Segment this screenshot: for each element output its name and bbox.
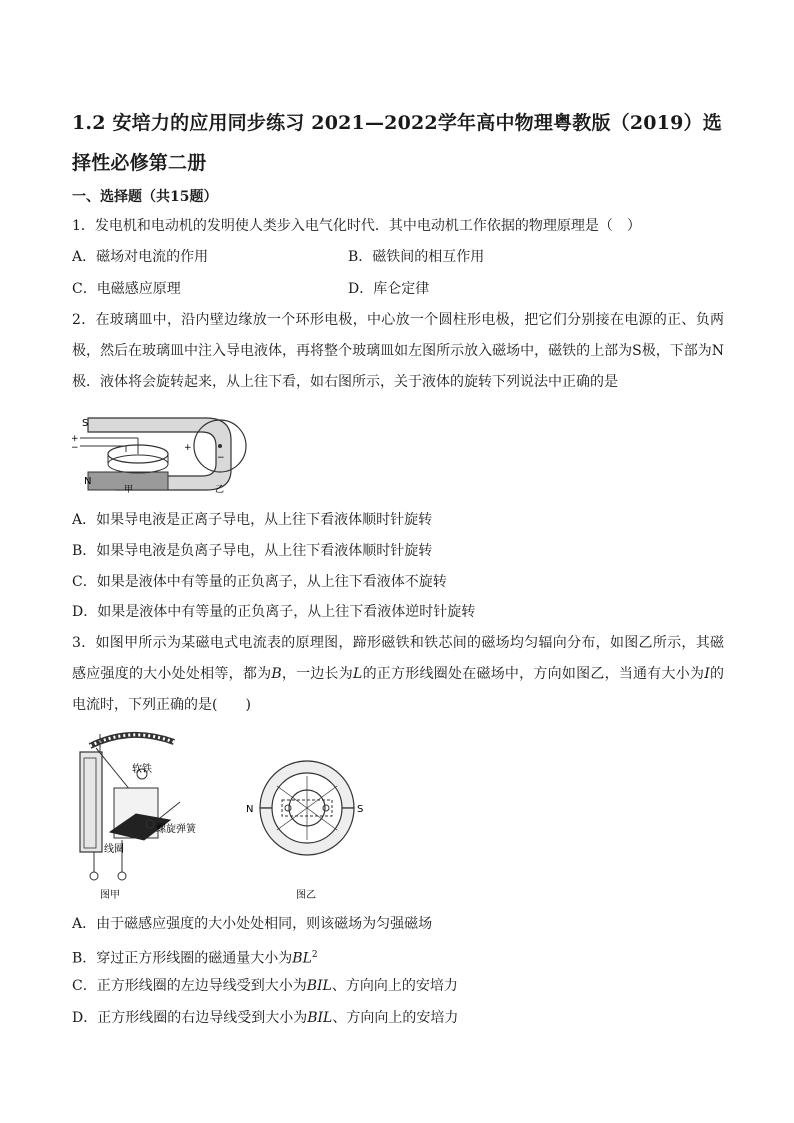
question-3-stem-part-4: 的电流时，下列正确的是( ) — [72, 666, 725, 713]
question-3-option-c[interactable] — [72, 976, 722, 996]
question-3-option-a[interactable]: A．由于磁感应强度的大小处处相同，则该磁场为匀强磁场 — [72, 916, 433, 932]
question-3-figure — [70, 722, 370, 906]
question-3-stem-part-2: ，一边长为 — [281, 666, 354, 682]
top-view-minus-label: − — [217, 453, 225, 463]
option-d-expression: BIL — [307, 1010, 333, 1026]
pole-n-label: N — [246, 804, 254, 815]
question-1-option-b[interactable]: B．磁铁间的相互作用 — [348, 249, 485, 265]
option-b-expression: BL — [292, 950, 312, 967]
question-2-option-d[interactable]: D．如果是液体中有等量的正负离子，从上往下看液体逆时针旋转 — [72, 604, 476, 620]
question-1-option-c[interactable]: C．电磁感应原理 — [72, 281, 181, 297]
spring-label: 螺旋弹簧 — [156, 824, 196, 835]
top-view-plus-label: + — [184, 443, 192, 453]
pole-s-label: S — [82, 418, 89, 429]
figure-jia-label: 甲 — [124, 485, 134, 495]
question-3-option-d[interactable] — [72, 1008, 722, 1028]
question-1-option-d[interactable]: D．库仑定律 — [348, 281, 430, 297]
option-d-tail: 、方向向上的安培力 — [332, 1010, 459, 1026]
terminal-plus-label: + — [71, 434, 79, 444]
terminal-minus-label: − — [71, 443, 79, 453]
question-3-stem-part-1: 3．如图甲所示为某磁电式电流表的原理图，蹄形磁铁和铁芯间的磁场均匀辐向分布，如图乙所示，其磁感应强度的大小处处相等，都为 — [72, 635, 724, 682]
soft-iron-label: 软铁 — [132, 764, 152, 775]
document-title: 1.2 安培力的应用同步练习 2021—2022学年高中物理粤教版（2019）选择性必修第二册 — [72, 112, 722, 174]
figure-yi-caption: 图乙 — [296, 890, 316, 901]
section-heading: 一、选择题（共15题） — [72, 189, 218, 205]
pole-s-label: S — [357, 804, 364, 815]
question-2-stem: 2．在玻璃皿中，沿内壁边缘放一个环形电极，中心放一个圆柱形电极，把它们分别接在电源的正、负两极，然后在玻璃皿中注入导电液体，再将整个玻璃皿如左图所示放入磁场中，磁铁的上部为S极，下部为N极．液体将会旋转起来，从上往下看，如右图所示，关于液体的旋转下列说法中正确的是 — [72, 312, 724, 390]
option-b-text: B．穿过正方形线圈的磁通量大小为 — [72, 950, 293, 967]
question-2-figure — [66, 410, 266, 496]
question-2-option-b[interactable]: B．如果导电液是负离子导电，从上往下看液体顺时针旋转 — [72, 543, 433, 559]
question-2-option-c[interactable]: C．如果是液体中有等量的正负离子，从上往下看液体不旋转 — [72, 574, 447, 590]
question-3-stem-part-3: 的正方形线圈处在磁场中，方向如图乙，当通有大小为 — [362, 666, 705, 682]
pole-n-label: N — [84, 476, 92, 487]
option-c-expression: BIL — [306, 978, 332, 994]
figure-yi-label: 乙 — [215, 485, 225, 495]
variable-i: I — [704, 666, 710, 682]
variable-b: B — [271, 666, 282, 682]
variable-l: L — [353, 666, 363, 682]
option-d-text: D．正方形线圈的右边导线受到大小为 — [72, 1010, 308, 1026]
figure-jia-caption: 图甲 — [100, 890, 120, 901]
option-b-exponent: 2 — [311, 950, 318, 960]
question-1-stem: 1．发电机和电动机的发明使人类步入电气化时代．其中电动机工作依据的物理原理是（ ） — [72, 218, 641, 234]
coil-label: 线圈 — [104, 844, 124, 855]
question-3-stem — [72, 628, 724, 721]
magnet-diagram — [80, 418, 231, 490]
question-2-option-a[interactable]: A．如果导电液是正离子导电，从上往下看液体顺时针旋转 — [72, 512, 433, 528]
question-3-option-b[interactable] — [72, 945, 722, 969]
option-c-tail: 、方向向上的安培力 — [331, 978, 458, 994]
radial-field-diagram — [260, 761, 354, 855]
galvanometer-diagram — [80, 734, 180, 880]
option-c-text: C．正方形线圈的左边导线受到大小为 — [72, 978, 307, 994]
question-1-option-a[interactable]: A．磁场对电流的作用 — [72, 249, 209, 265]
